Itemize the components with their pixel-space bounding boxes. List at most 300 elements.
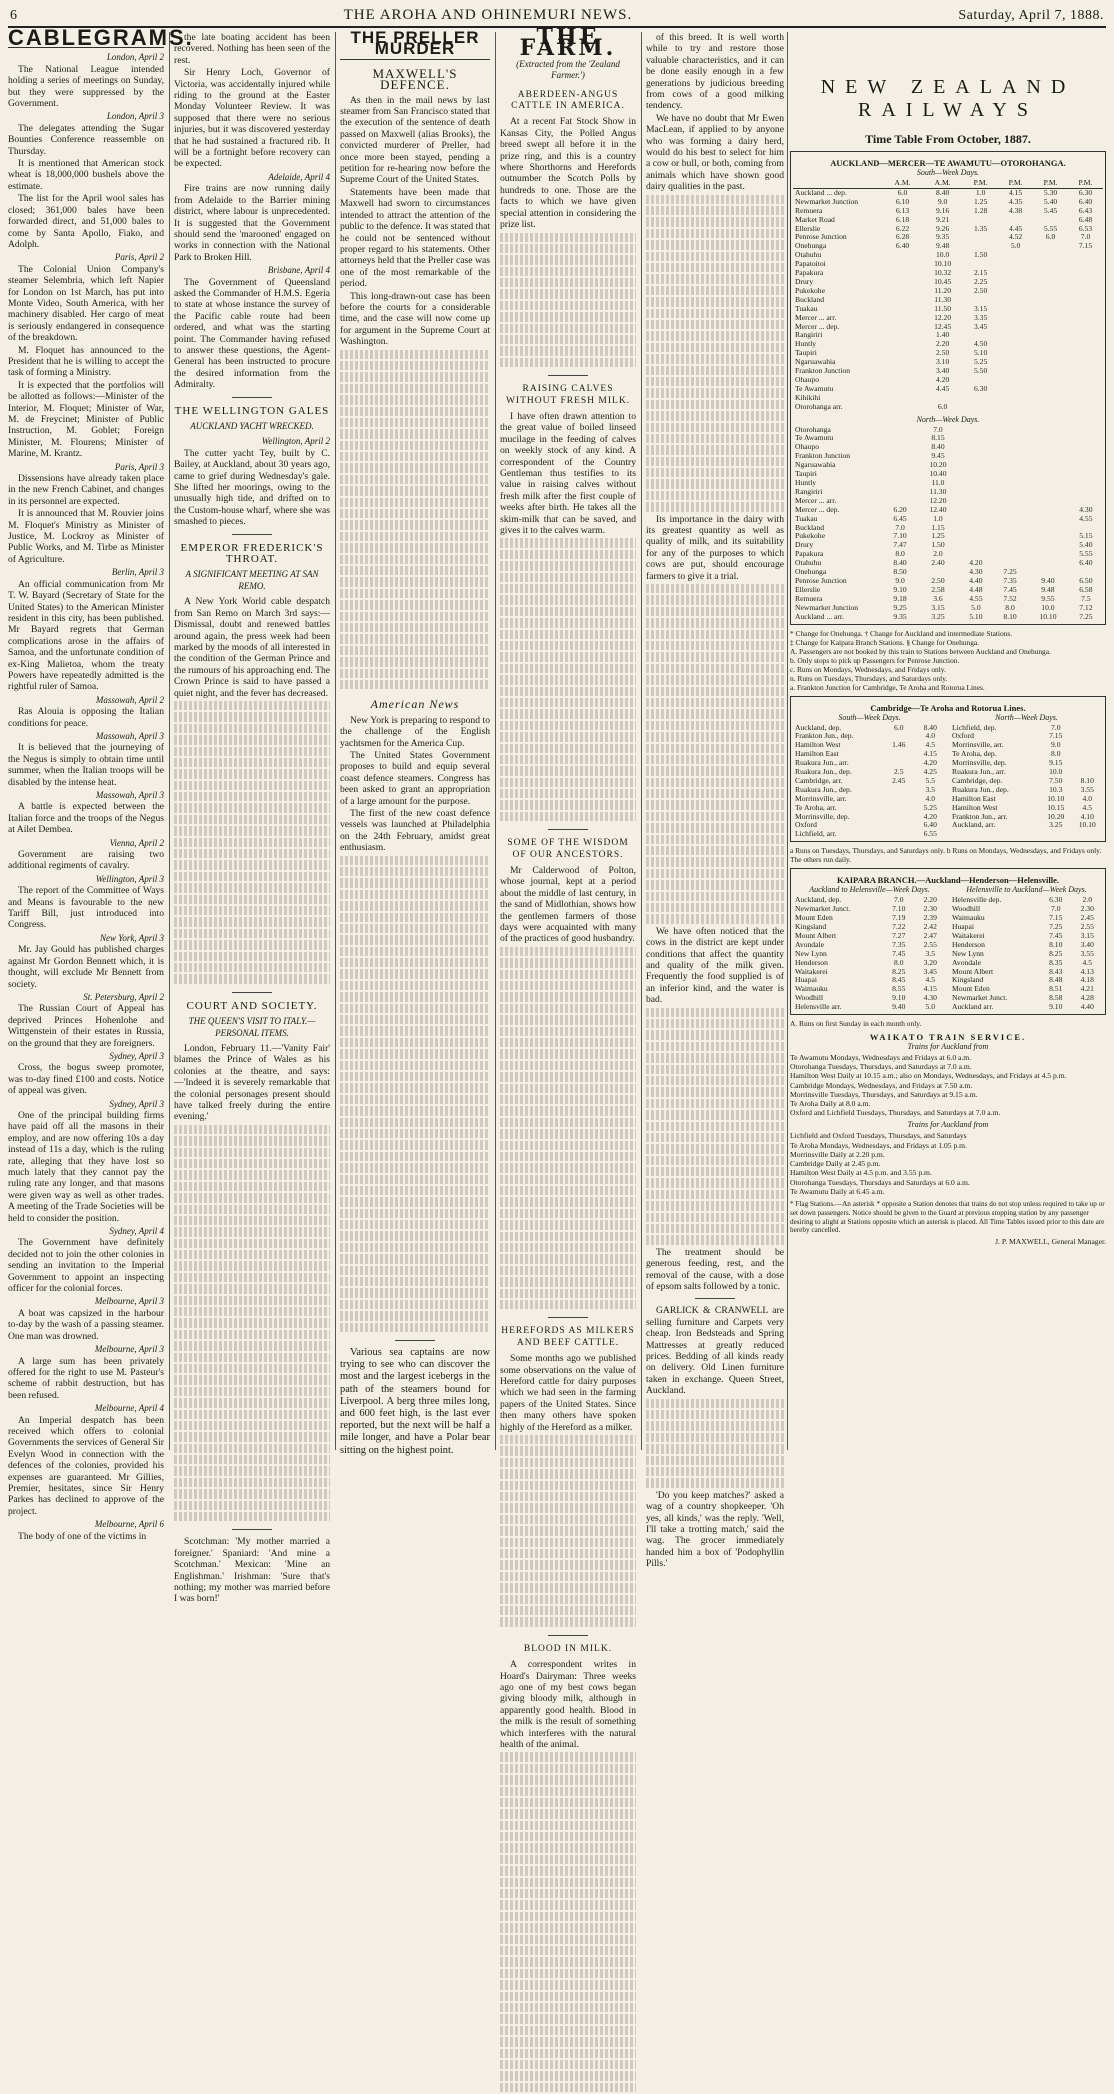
departure-time: 1.28 (973, 205, 988, 215)
departure-time: 2.42 (923, 922, 937, 931)
departure-time: 2.58 (931, 584, 945, 594)
text-filler (646, 1399, 784, 1490)
station-name: Hamilton East (795, 749, 839, 759)
station-name: Mount Albert (795, 930, 837, 940)
preller-para: As then in the mail news by last steamer from San Francisco stated that the execution of the sentence of death passed on Maxwell (alias Brooks), the convicted murderer of Preller, had once more been stayed, pending a petition for re-hearing now before the Supreme Court of the United States. (340, 94, 490, 186)
departure-time (883, 296, 922, 305)
station-name: New Lynn (952, 948, 984, 958)
col2-intro: the late boating accident has been recovered. Nothing has been seen of the rest. (174, 32, 330, 66)
text-filler (646, 584, 784, 926)
departure-time (993, 515, 1027, 524)
departure-time: 3.35 (973, 312, 988, 322)
station-name: Te Awamutu (795, 383, 834, 393)
kaipara-south-direction: Auckland to Helensville—Week Days. (809, 885, 930, 895)
departure-time (883, 821, 915, 830)
service-entry (790, 1131, 1106, 1140)
service-entry (790, 1053, 1106, 1062)
col5-para: The treatment should be generous feeding, rest, and the removal of the cause, with a dose of epsom salts followed by a tonic. (646, 1246, 784, 1293)
departure-time (883, 367, 922, 376)
departure-time: 4.18 (1080, 975, 1094, 985)
departure-time: 7.15 (1078, 241, 1093, 251)
departure-time: 10.10 (1078, 820, 1096, 830)
departure-time: 10.0 (1041, 602, 1055, 612)
departure-time: 3.10 (935, 357, 950, 367)
departure-time (883, 287, 922, 296)
north-direction: North—Week Days. (916, 414, 980, 424)
blood-para: A correspondent writes in Hoard's Dairyman: Three weeks ago one of my best cows began giving bloody milk, although in apparently good health. Blood in the milk is the result of something which interferes with the natural health of the animal. (500, 1659, 636, 1750)
departure-time (993, 434, 1027, 443)
departure-time (959, 506, 993, 515)
timetable-row (793, 506, 1103, 515)
timetable-row (950, 821, 1103, 830)
departure-time (1033, 331, 1068, 340)
station-name: Mercer ... arr. (795, 312, 837, 322)
departure-time: 10.3 (1049, 784, 1063, 794)
wisdom-para: Mr Calderwood of Polton, whose journal, kept at a period about the middle of last century, in the sand of Midlothian, shows how the gentlemen farmers of those days were acquainted with many of the practices of good husbandry. (500, 865, 636, 945)
emperor-heading: EMPEROR FREDERICK'S THROAT. (180, 541, 324, 566)
station-name: Ruakura Jun., dep. (952, 784, 1009, 794)
departure-time (883, 813, 915, 822)
text-filler (500, 538, 636, 823)
gales-subheading: AUCKLAND YACHT WRECKED. (190, 421, 314, 431)
departure-time (1033, 358, 1068, 367)
cablegram-dateline: Sydney, April 3 (109, 1098, 164, 1109)
departure-time: 3.25 (1049, 820, 1063, 830)
emperor-para: A New York World cable despatch from San Remo on March 3rd says:—Dismissal, doubt and renewed battles around again, the press week had been marked by the moods of all interested in the condition of the German Prince and the rumours of his approaching end. The Crown Prince is said to have passed a quiet night, and the fever has decreased. (174, 596, 330, 699)
column-cablegrams (8, 25, 194, 1542)
departure-time (1033, 340, 1068, 349)
departure-time: 6.0 (897, 187, 908, 197)
station-name: Huapai (952, 922, 974, 931)
departure-time: 4.40 (1080, 1002, 1094, 1012)
text-filler (340, 350, 490, 692)
departure-time (1069, 443, 1103, 452)
court-para: London, February 11.—'Vanity Fair' blames the Prince of Wales as his colonies at the theatre, and says:—'Indeed it is severely remarkable that the colonial personages present should have talked freely during the entire evening.' (174, 1042, 330, 1123)
departure-time: 4.13 (1080, 966, 1094, 976)
departure-time: 9.10 (893, 584, 907, 594)
departure-time (998, 331, 1033, 340)
departure-time (1072, 732, 1104, 741)
timetable-row (793, 497, 1103, 506)
station-name: Buckland (795, 294, 825, 304)
departure-time (1027, 426, 1069, 435)
departure-time: 3.40 (1080, 939, 1094, 949)
departure-time: 4.40 (969, 575, 983, 585)
departure-time: 9.26 (935, 223, 950, 233)
departure-time: 6.40 (923, 820, 937, 830)
cablegram-dateline: London, April 3 (106, 111, 164, 122)
departure-time: 5.0 (971, 602, 981, 612)
departure-time (1068, 269, 1103, 278)
advertisement: GARLICK & CRANWELL are selling furniture and Carpets very cheap. Iron Bedsteads and Spring Mattresses at greatly reduced prices. Bedding of all kinds ready on delivery. Old Linen furniture taken in exchange. Queen Street, Auckland. (646, 1305, 784, 1397)
timetable-row (793, 515, 1103, 524)
departure-time: 8.10 (1003, 611, 1017, 621)
departure-time (1027, 497, 1069, 506)
station-name: Mount Albert (952, 966, 994, 976)
timetable-title: Time Table From October, 1887. (865, 132, 1031, 146)
departure-time: 5.40 (1079, 540, 1093, 550)
departure-time: 4.50 (973, 339, 988, 349)
departure-time (1068, 358, 1103, 367)
departure-time (883, 795, 915, 804)
departure-time: 8.50 (893, 567, 907, 577)
station-name: Henderson (795, 957, 828, 967)
departure-time: 4.0 (1082, 793, 1092, 803)
timetable-row (793, 586, 1103, 595)
departure-time (1027, 506, 1069, 515)
timetable-row (793, 461, 1103, 470)
departure-time: 8.35 (1049, 957, 1063, 967)
station-name: Ruakura Jun., dep. (795, 767, 852, 777)
timetable-row (793, 488, 1103, 497)
departure-time: 6.30 (973, 383, 988, 393)
aberdeen-heading: ABERDEEN-ANGUS CATTLE IN AMERICA. (511, 89, 625, 112)
herefords-para: Some months ago we published some observations on the value of Hereford cattle for dairy purposes which we had seen in the farming papers of the United States. Since then many others have spoken highly of the Hereford as a milker. (500, 1353, 636, 1433)
service-station: Oxford and Lichfield (790, 1108, 855, 1118)
station-name: Buckland (795, 522, 825, 532)
departure-time: 6.18 (895, 214, 910, 224)
departure-time: 1.40 (935, 330, 950, 340)
departure-time: 6.55 (923, 829, 937, 839)
departure-time: 8.58 (1049, 993, 1063, 1003)
station-name: Morrinsville, dep. (795, 811, 850, 821)
main-line-table (790, 151, 1106, 625)
station-name: Ngaruawahia (795, 357, 836, 367)
departure-time: 7.15 (1049, 731, 1063, 741)
departure-time: 9.35 (935, 232, 950, 242)
departure-time: 6.28 (895, 232, 910, 242)
departure-time: 5.30 (1043, 187, 1058, 197)
service-station: Morrinsville (790, 1089, 828, 1099)
departure-time: 5.25 (923, 802, 937, 812)
station-name: Avondale (795, 939, 824, 949)
column-news (174, 32, 330, 1605)
departure-time: 5.15 (1079, 531, 1093, 541)
departure-time: 7.0 (1080, 232, 1091, 242)
departure-time (998, 376, 1033, 385)
departure-time: 8.48 (1049, 975, 1063, 985)
service-entry (790, 1081, 1106, 1090)
departure-time (998, 323, 1033, 332)
general-manager-signature: J. P. MAXWELL, General Manager. (995, 1237, 1106, 1247)
railways-heading: NEW ZEALAND RAILWAYS (820, 76, 1076, 121)
departure-time: 1.35 (973, 223, 988, 233)
service-station: Cambridge (790, 1080, 824, 1090)
gales-dateline: Wellington, April 2 (261, 436, 330, 447)
departure-time: 7.47 (893, 540, 907, 550)
departure-time (883, 426, 917, 435)
time-column-header: P.M. (1033, 179, 1068, 188)
departure-time: 7.35 (892, 939, 906, 949)
service-station: Morrinsville (790, 1149, 828, 1159)
brisbane-para: The Government of Queensland asked the Commander of H.M.S. Egeria to state at whose instance the survey of the Pacific cable route had been ordered, and what was the starting point. The Commander having refused to answer these questions, the Agent-General has been instructed to procure the desired information from the Admiralty. (174, 276, 330, 391)
departure-time: 10.10 (934, 259, 952, 269)
departure-time (883, 331, 922, 340)
departure-time: 9.21 (935, 214, 950, 224)
departure-time: 7.25 (1079, 611, 1093, 621)
departure-time: 6.53 (1078, 223, 1093, 233)
timetable-row (793, 532, 1103, 541)
departure-time: 4.20 (969, 558, 983, 568)
departure-time: 4.30 (923, 993, 937, 1003)
timetable-row (793, 403, 1103, 412)
departure-time: 3.6 (933, 593, 943, 603)
waikato-services-2 (790, 1131, 1106, 1195)
service-times: Mondays, Wednesdays, and Fridays at 7.50 a.m. (825, 1080, 973, 1090)
timetable-row (793, 434, 1103, 443)
station-name: Hamilton West (952, 802, 998, 812)
departure-time: 8.40 (923, 722, 937, 732)
departure-time (959, 452, 993, 461)
cablegram-text: The report of the Committee of Ways and Means is favourable to the new Tariff Bill, just introduced into Congress. (8, 885, 164, 931)
departure-time: 8.0 (895, 549, 905, 559)
station-name: Drury (795, 276, 814, 286)
departure-time (1069, 426, 1103, 435)
departure-time (883, 305, 922, 314)
departure-time: 12.20 (934, 312, 952, 322)
departure-time (998, 278, 1033, 287)
timetable-note: b. Only stops to pick up Passengers for Penrose Junction. (790, 655, 960, 665)
departure-time: 7.35 (1003, 575, 1017, 585)
gales-heading: THE WELLINGTON GALES (174, 404, 330, 417)
station-name: Morrinsville, dep. (952, 758, 1007, 768)
service-times: Tuesdays, Thursdays and Saturdays at 6.0 a.m. (827, 1177, 970, 1187)
branch-south-direction: South—Week Days. (838, 712, 901, 722)
station-name: Mount Eden (952, 984, 990, 994)
south-direction: South—Week Days. (916, 168, 980, 177)
station-name: Pukekohe (795, 285, 825, 295)
departure-time (1027, 452, 1069, 461)
cablegram-text: It is announced that M. Rouvier joins M. Floquet's Ministry as Minister of Justice, M. Lockroy as Minister of Public Works, and M. Tirbe as Minister of Agriculture. (8, 508, 164, 565)
station-name: Onehunga (795, 567, 827, 577)
departure-time (1068, 385, 1103, 394)
departure-time (1033, 376, 1068, 385)
departure-time: 4.30 (969, 567, 983, 577)
departure-time: 7.10 (893, 531, 907, 541)
departure-time: 8.40 (893, 558, 907, 568)
departure-time: 10.10 (1039, 611, 1057, 621)
departure-time: 6.40 (1078, 196, 1093, 206)
departure-time: 10.0 (935, 250, 950, 260)
station-name: Waimauku (952, 913, 985, 923)
departure-time: 3.45 (923, 966, 937, 976)
departure-time: 4.20 (923, 811, 937, 821)
departure-time (993, 452, 1027, 461)
departure-time: 8.10 (1049, 939, 1063, 949)
timetable-row (793, 1003, 946, 1012)
departure-time: 10.20 (1047, 811, 1065, 821)
cablegram-text: An Imperial despatch has been received which offers to colonial Governments the services of General Sir Evelyn Wood in connection with the defences of the colonies, provided his expenses are guaranteed. Mr Gillies, Premier, hesitates, since Sir Henry Parkes has declined to approve of the project. (8, 1414, 164, 1517)
station-name: Waimauku (795, 984, 828, 994)
departure-time (998, 349, 1033, 358)
station-name: Ruakura Jun., dep. (795, 784, 852, 794)
station-name: Frankton Jun., arr. (952, 811, 1008, 821)
cablegram-dateline: Paris, April 2 (114, 252, 164, 263)
departure-time: 6.50 (1079, 575, 1093, 585)
departure-time: 6.40 (1079, 558, 1093, 568)
divider (548, 1317, 588, 1318)
station-name: Ohaupo (795, 442, 820, 452)
departure-time: 8.45 (892, 975, 906, 985)
station-name: Newmarket Junct. (795, 904, 851, 914)
cablegram-text: M. Floquet has announced to the President that he is willing to accept the task of forming a Ministry. (8, 344, 164, 379)
american-news-heading: American News (370, 697, 460, 712)
departure-time: 9.0 (895, 575, 905, 585)
departure-time (1027, 515, 1069, 524)
departure-time (1033, 242, 1068, 251)
station-name: Newmarket Junct. (952, 993, 1008, 1003)
column-rule (495, 32, 496, 1450)
departure-time (959, 488, 993, 497)
departure-time (1027, 541, 1069, 550)
departure-time (883, 358, 922, 367)
departure-time (998, 314, 1033, 323)
station-name: Frankton Junction (795, 366, 851, 376)
departure-time (883, 750, 915, 759)
departure-time: 4.45 (935, 383, 950, 393)
cablegram-dateline: Berlin, April 3 (111, 567, 164, 578)
station-name: Morrinsville, arr. (952, 740, 1004, 750)
departure-time (1027, 559, 1069, 568)
service-times: Daily at 4.5 p.m. and 3.55 p.m. (837, 1168, 932, 1178)
departure-time (1072, 724, 1104, 733)
service-station: Te Awamutu (790, 1053, 829, 1063)
service-entry (790, 1108, 1106, 1117)
departure-time: 4.5 (925, 740, 935, 750)
departure-time (1027, 461, 1069, 470)
departure-time: 11.30 (929, 486, 947, 496)
station-name: Penrose Junction (795, 575, 847, 585)
departure-time (1033, 323, 1068, 332)
aberdeen-para: At a recent Fat Stock Show in Kansas City, the Polled Angus breed swept all before it in the prize ring, and this is a country where Shorthorns and Herefords outnumber the Scotch Polls by hundreds to one. Those are the facts to which we have given special attention in considering the prize list. (500, 116, 636, 231)
cablegram-dateline: Melbourne, April 3 (94, 1296, 164, 1307)
departure-time (998, 287, 1033, 296)
station-name: Mercer ... dep. (795, 321, 840, 331)
departure-time (959, 434, 993, 443)
cablegram-dateline: Massowah, April 3 (95, 790, 164, 800)
departure-time: 4.35 (1008, 196, 1023, 206)
branch-note: a Runs on Tuesdays, Thursdays, and Saturdays only. b Runs on Mondays, Wednesdays, and Fridays only. The others run daily. (790, 846, 1102, 865)
kaipara-north-direction: Helensville to Auckland—Week Days. (966, 885, 1087, 895)
south-table (793, 179, 1103, 412)
departure-time (883, 470, 917, 479)
service-entry (790, 1062, 1106, 1071)
departure-time: 6.0 (894, 722, 904, 732)
station-name: Remuera (795, 593, 823, 603)
column-rule (641, 32, 642, 1450)
departure-time: 6.40 (895, 241, 910, 251)
departure-time: 2.0 (933, 549, 943, 559)
departure-time: 6.20 (893, 504, 907, 514)
departure-time (993, 479, 1027, 488)
departure-time (883, 488, 917, 497)
departure-time (1068, 287, 1103, 296)
departure-time (993, 524, 1027, 533)
departure-time (998, 394, 1033, 403)
column-farm-continued (646, 32, 784, 1570)
departure-time: 6.13 (895, 205, 910, 215)
departure-time (998, 340, 1033, 349)
col5-para: We have often noticed that the cows in the district are kept under conditions that affect the quantity and quality of the milk given. Frequently the food supplied is of an inferior kind, and the water is bad. (646, 925, 784, 1006)
timetable-notes (790, 629, 1106, 692)
departure-time (883, 461, 917, 470)
station-name: Waitakerei (952, 930, 985, 940)
departure-time: 7.10 (892, 904, 906, 914)
cablegram-dateline: St. Petersburg, April 2 (83, 991, 164, 1002)
timetable-note: ‡ Change for Kaipara Branch Stations. § Change for Onehunga. (790, 637, 980, 647)
departure-time (993, 470, 1027, 479)
service-station: Te Aroha (790, 1099, 818, 1109)
station-name: Te Aroha, dep. (952, 749, 997, 759)
timetable-row (793, 452, 1103, 461)
station-name: Lichfield, dep. (952, 722, 997, 732)
departure-time: 4.55 (1079, 513, 1093, 523)
departure-time (1068, 260, 1103, 269)
departure-time: 11.0 (931, 478, 945, 487)
departure-time: 8.25 (892, 966, 906, 976)
service-times: Tuesdays, Thursdays, and Saturdays (856, 1131, 967, 1141)
cablegram-text: The Colonial Union Company's steamer Selembria, which left Napier for London on 1st March, has put into Monte Video, South America, with her machinery disabled. Her cargo of meat is seriously endangered in consequence of the breakdown. (8, 263, 164, 344)
cablegram-text: Ras Alouia is opposing the Italian conditions for peace. (8, 706, 164, 729)
station-name: Pukekohe (795, 531, 825, 541)
departure-time: 2.45 (892, 775, 906, 785)
service-times: Daily at 8.0 a.m. (819, 1099, 871, 1109)
station-name: Ellerslie (795, 584, 821, 594)
departure-time (883, 434, 917, 443)
service-station: Te Aroha (790, 1140, 818, 1150)
station-name: Helensville arr. (795, 1002, 842, 1012)
departure-time (1069, 434, 1103, 443)
station-name: Oxford (795, 820, 817, 830)
departure-time (1068, 376, 1103, 385)
station-name: Remuera (795, 205, 823, 215)
station-name: Kingsland (952, 975, 984, 985)
departure-time (883, 804, 915, 813)
service-entry (790, 1150, 1106, 1159)
timetable-note: c. Runs on Mondays, Wednesdays, and Fridays only. (790, 664, 946, 674)
station-name: Newmarket Junction (795, 602, 859, 612)
col5-intro: of this breed. It is well worth while to try and restore those valuable characteristics, and it can be done easily enough in a few generations by judicious breeding from cows of a good milking tendency. (646, 32, 784, 112)
station-name: Kihikihi (795, 392, 821, 402)
col2-para: Sir Henry Loch, Governor of Victoria, was accidentally injured while riding to the ground at the Easter Monday Volunteer Review. It was supposed that there were no serious injuries, but it was discovered yesterday that he had sustained a fractured rib. It will be a fortnight before recovery can be expected. (174, 67, 330, 170)
departure-time: 1.50 (973, 250, 988, 260)
departure-time (998, 403, 1033, 412)
station-name: Ruakura Jun., arr. (795, 758, 849, 768)
departure-time (959, 524, 993, 533)
divider (548, 1635, 588, 1636)
station-name: Auckland ... arr. (795, 611, 844, 621)
departure-time: 7.45 (1003, 584, 1017, 594)
wisdom-heading: SOME OF THE WISDOM OF OUR ANCESTORS. (507, 838, 629, 860)
timetable-row (793, 559, 1103, 568)
departure-time (883, 452, 917, 461)
cablegram-text: The delegates attending the Sugar Bounties Conference reassemble on Thursday. (8, 122, 164, 157)
cablegram-text: A boat was capsized in the harbour to-day by the wash of a passing steamer. One man was drowned. (8, 1307, 164, 1342)
station-name: Woodhill (952, 904, 981, 914)
departure-time: 4.15 (1008, 187, 1023, 197)
cablegram-text: The body of one of the victims in (18, 1530, 147, 1542)
station-name: Drury (795, 540, 814, 550)
service-times: Tuesdays, Thursdays, and Saturdays at 7.0 a.m. (856, 1108, 1001, 1118)
departure-time: 5.55 (1043, 223, 1058, 233)
departure-time: 5.10 (969, 611, 983, 621)
departure-time: 3.5 (925, 784, 935, 794)
departure-time (993, 497, 1027, 506)
departure-time: 10.45 (934, 276, 952, 286)
departure-time: 4.38 (1008, 205, 1023, 215)
departure-time: 3.5 (925, 948, 935, 958)
station-name: Rangiriri (795, 486, 823, 496)
